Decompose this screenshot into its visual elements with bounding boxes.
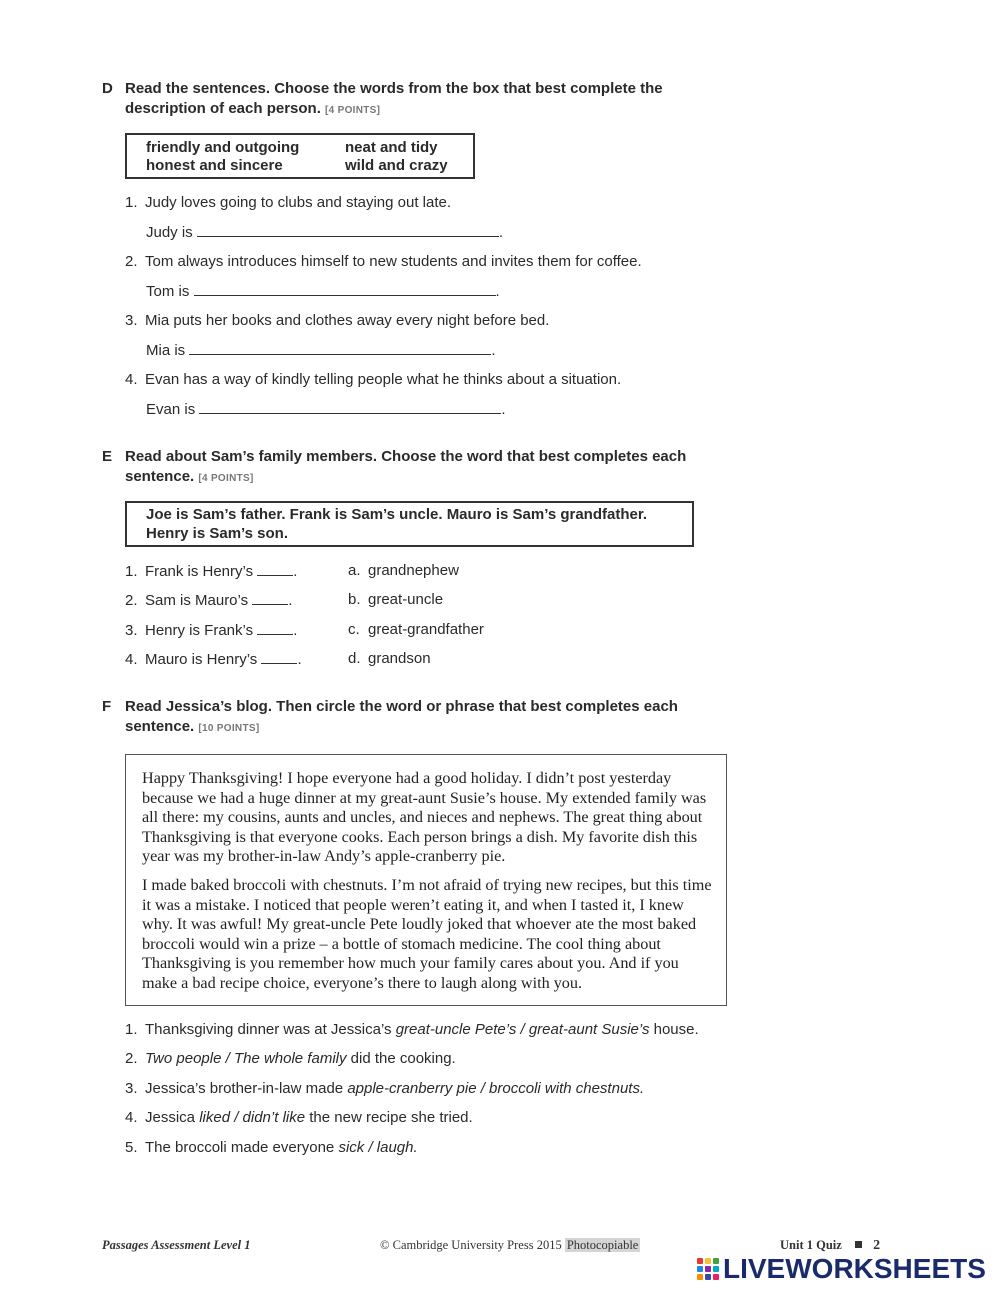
e-item-3: 3. Henry is Frank’s . [125, 622, 298, 639]
points-label: [4 POINTS] [325, 105, 381, 116]
section-f-instruction: F Read Jessica’s blog. Then circle the word or phrase that best completes each sentence. [10 POINTS] [102, 698, 678, 735]
choice-options[interactable]: liked / didn’t like [199, 1109, 306, 1126]
d-answer-4: Evan is . [146, 401, 506, 418]
d-answer-2: Tom is . [146, 283, 500, 300]
footer-unit: Unit 1 Quiz 2 [780, 1238, 881, 1253]
liveworksheets-logo [697, 1253, 997, 1284]
section-e-instruction: E Read about Sam’s family members. Choose the word that best completes each sentence. [4 POINTS] [102, 448, 687, 485]
section-letter: F [102, 698, 112, 715]
square-bullet-icon [855, 1241, 862, 1248]
family-fact-box: Joe is Sam’s father. Frank is Sam’s uncle. Mauro is Sam’s grandfather. Henry is Sam’s son. [125, 501, 694, 547]
choice-options[interactable]: great-uncle Pete’s / great-aunt Susie’s [395, 1021, 650, 1038]
liveworksheets-wordmark: LIVEWORKSHEETS [723, 1253, 986, 1284]
e-item-2: 2. Sam is Mauro’s . [125, 592, 293, 609]
e-item-4: 4. Mauro is Henry’s . [125, 651, 302, 668]
d-answer-3: Mia is . [146, 342, 496, 359]
e-option-b: b. great-uncle [348, 591, 444, 608]
d-item-4: 4. Evan has a way of kindly telling people what he thinks about a situation. [125, 371, 622, 388]
f-item-3: 3. Jessica’s brother-in-law made apple-cranberry pie / broccoli with chestnuts. [125, 1080, 645, 1097]
answer-blank[interactable] [197, 222, 499, 237]
choice-options[interactable]: apple-cranberry pie / broccoli with chestnuts. [347, 1080, 645, 1097]
liveworksheets-mark-icon [697, 1258, 721, 1282]
answer-blank[interactable] [199, 399, 501, 414]
points-label: [4 POINTS] [198, 473, 254, 484]
e-item-1: 1. Frank is Henry’s . [125, 563, 298, 580]
f-item-5: 5. The broccoli made everyone sick / laugh. [125, 1139, 418, 1156]
word-option: honest and sincere [146, 157, 283, 174]
d-item-3: 3. Mia puts her books and clothes away every night before bed. [125, 312, 550, 329]
photocopiable-label: Photocopiable [566, 1238, 639, 1252]
word-option: friendly and outgoing [146, 139, 300, 156]
points-label: [10 POINTS] [198, 723, 260, 734]
choice-options[interactable]: Two people / The whole family [145, 1050, 347, 1067]
section-d-instruction: D Read the sentences. Choose the words from the box that best complete the description of each person. [4 POINTS] [102, 80, 663, 117]
word-box [125, 133, 475, 179]
page-number: 2 [873, 1238, 881, 1253]
answer-blank[interactable] [189, 340, 491, 355]
section-letter: D [102, 80, 113, 97]
footer-copyright: © Cambridge University Press 2015 Photocopiable [380, 1238, 639, 1252]
answer-blank[interactable] [257, 561, 293, 576]
section-e [102, 447, 742, 489]
d-item-2: 2. Tom always introduces himself to new students and invites them for coffee. [125, 253, 642, 270]
answer-blank[interactable] [261, 649, 297, 664]
section-f [102, 697, 742, 739]
answer-blank[interactable] [252, 590, 288, 605]
blog-box [125, 754, 727, 1006]
e-option-d: d. grandson [348, 650, 431, 667]
e-option-a: a. grandnephew [348, 562, 459, 579]
f-item-1: 1. Thanksgiving dinner was at Jessica’s great-uncle Pete’s / great-aunt Susie’s house. [125, 1021, 699, 1038]
d-item-1: 1. Judy loves going to clubs and staying out late. [125, 194, 452, 211]
choice-options[interactable]: sick / laugh. [338, 1139, 418, 1156]
word-option: neat and tidy [345, 139, 438, 156]
section-letter: E [102, 448, 113, 465]
blog-paragraph-2: I made baked broccoli with chestnuts. I’m not afraid of trying new recipes, but this time it was a mistake. I noticed that people weren’t eating it, and when I tasted it, I knew why. It was awful! My great-uncle Pete loudly joked that whoever ate the most baked broccoli would win a prize – a bottle of stomach medicine. The cool thing about Thanksgiving is you remember how much your family cares about you. And if you make a bad recipe choice, everyone’s there to laugh along with you. [142, 876, 712, 992]
blog-paragraph-1: Happy Thanksgiving! I hope everyone had a good holiday. I didn’t post yesterday because we had a huge dinner at my great-aunt Susie’s house. My extended family was all there: my cousins, aunts and uncles, and nieces and nephews. The great thing about Thanksgiving is that everyone cooks. Each person brings a dish. My favorite dish this year was my brother-in-law Andy’s apple-cranberry pie. [142, 769, 707, 866]
footer-book-title: Passages Assessment Level 1 [102, 1238, 251, 1252]
e-option-c: c. great-grandfather [348, 621, 484, 638]
section-d [102, 79, 742, 121]
f-item-2: 2. Two people / The whole family did the cooking. [125, 1050, 456, 1067]
word-option: wild and crazy [345, 157, 448, 174]
d-answer-1: Judy is . [146, 224, 504, 241]
f-item-4: 4. Jessica liked / didn’t like the new recipe she tried. [125, 1109, 473, 1126]
answer-blank[interactable] [194, 281, 496, 296]
answer-blank[interactable] [257, 620, 293, 635]
